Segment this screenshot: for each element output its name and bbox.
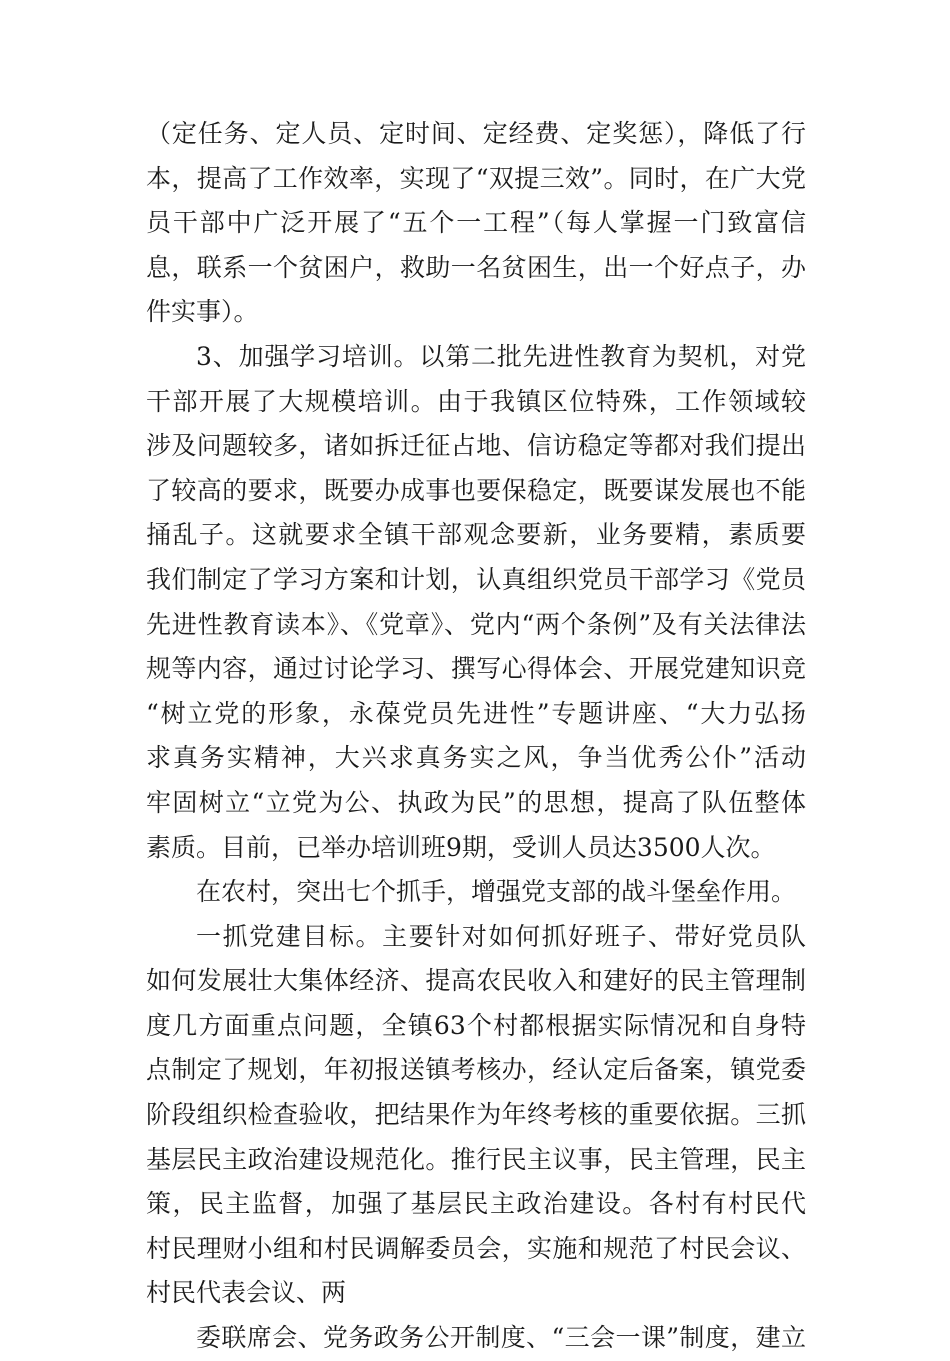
paragraph-first-line: 一抓党建目标。主要针对如何抓好班子、带好党员队 bbox=[196, 921, 806, 951]
paragraph-first-line: 3、加强学习培训。以第二批先进性教育为契机，对党 bbox=[196, 341, 806, 371]
text-line: 规等内容，通过讨论学习、撰写心得体会、开展党建知识竞 bbox=[146, 654, 806, 684]
text-line: 求真务实精神，大兴求真务实之风，争当优秀公仆”活动 bbox=[146, 743, 806, 773]
text-line: 了较高的要求，既要办成事也要保稳定，既要谋发展也不能 bbox=[146, 475, 806, 505]
text-line: 先进性教育读本》、《党章》、党内“两个条例”及有关法律法 bbox=[146, 609, 806, 639]
text-line: 牢固树立“立党为公、执政为民”的思想，提高了队伍整体 bbox=[146, 787, 806, 817]
text-line: 策，民主监督，加强了基层民主政治建设。各村有村民代 bbox=[146, 1189, 806, 1219]
text-line: 干部开展了大规模培训。由于我镇区位特殊，工作领域较 bbox=[146, 386, 806, 416]
text-line: 本，提高了工作效率，实现了“双提三效”。同时，在广大党 bbox=[146, 163, 806, 193]
text-line: 素质。目前，已举办培训班9期，受训人员达3500人次。 bbox=[146, 832, 776, 862]
text-line: （定任务、定人员、定时间、定经费、定奖惩），降低了行 bbox=[146, 119, 806, 148]
paragraph-first-line: 委联席会、党务政务公开制度、“三会一课”制度，建立 bbox=[196, 1323, 806, 1353]
text-line: 我们制定了学习方案和计划，认真组织党员干部学习《党员 bbox=[146, 564, 806, 594]
text-line: 员干部中广泛开展了“五个一工程”（每人掌握一门致富信 bbox=[146, 208, 806, 238]
text-line: 度几方面重点问题，全镇63个村都根据实际情况和自身特 bbox=[146, 1010, 806, 1040]
text-line: 村民代表会议、两 bbox=[146, 1278, 347, 1308]
text-line: 点制定了规划，年初报送镇考核办，经认定后备案，镇党委 bbox=[146, 1055, 806, 1085]
text-line: 涉及问题较多，诸如拆迁征占地、信访稳定等都对我们提出 bbox=[146, 431, 806, 461]
text-line: 息，联系一个贫困户，救助一名贫困生，出一个好点子，办 bbox=[146, 252, 806, 282]
paragraph-first-line: 在农村，突出七个抓手，增强党支部的战斗堡垒作用。 bbox=[196, 877, 797, 907]
text-line: “树立党的形象，永葆党员先进性”专题讲座、“大力弘扬 bbox=[146, 698, 806, 728]
text-line: 村民理财小组和村民调解委员会，实施和规范了村民会议、 bbox=[146, 1233, 806, 1263]
text-line: 捅乱子。这就要求全镇干部观念要新，业务要精，素质要 bbox=[146, 520, 806, 550]
text-line: 件实事）。 bbox=[146, 297, 259, 327]
text-line: 如何发展壮大集体经济、提高农民收入和建好的民主管理制 bbox=[146, 966, 806, 996]
body-text bbox=[146, 112, 806, 1361]
text-line: 阶段组织检查验收，把结果作为年终考核的重要依据。三抓 bbox=[146, 1100, 806, 1130]
text-line: 基层民主政治建设规范化。推行民主议事，民主管理，民主 bbox=[146, 1144, 806, 1174]
